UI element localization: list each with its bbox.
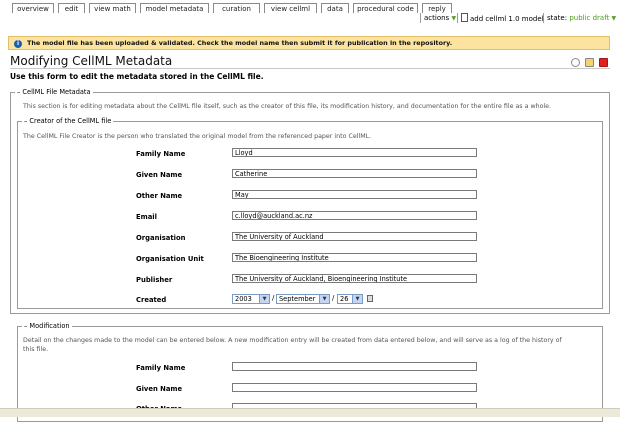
family-name-field[interactable]: [232, 148, 477, 157]
content-tabs: [0, 0, 620, 14]
file-metadata-legend: CellML File Metadata: [22, 88, 91, 96]
tab-data[interactable]: data: [321, 3, 349, 13]
state-menu[interactable]: [543, 13, 619, 23]
mod-given-name-label: Given Name: [136, 385, 183, 393]
cellml-file-metadata-fieldset: – CellML File Metadata: [10, 88, 610, 314]
given-name-field[interactable]: [232, 169, 477, 178]
actions-menu-label: actions: [424, 14, 450, 22]
portal-message: [8, 36, 610, 50]
chevron-down-icon: ▼: [319, 295, 329, 303]
calendar-icon[interactable]: [367, 295, 373, 302]
intro-text: Use this form to edit the metadata stored in the CellML file.: [10, 72, 264, 81]
tab-view-math[interactable]: view math: [89, 3, 136, 13]
organisation-unit-field[interactable]: [232, 253, 477, 262]
modification-legend: Modification: [29, 322, 70, 330]
edit-icon[interactable]: [585, 58, 594, 67]
creator-legend: Creator of the CellML file: [29, 117, 112, 125]
chevron-down-icon: ▼: [352, 295, 362, 303]
pdf-icon[interactable]: [599, 58, 608, 67]
email-field[interactable]: [232, 211, 477, 220]
document-actions: [568, 58, 608, 67]
page-title: Modifying CellML Metadata: [10, 54, 173, 68]
created-year-select[interactable]: [232, 294, 270, 304]
organisation-label: Organisation: [136, 234, 186, 242]
date-separator: /: [332, 294, 335, 302]
modification-description: Detail on the changes made to the model can be entered below. A new modification entry will be created from data entered below, and will serve as a log of the history of: [23, 337, 562, 344]
chevron-down-icon: ▼: [259, 295, 269, 303]
modification-fieldset: – Modification: [17, 322, 603, 422]
created-month-select[interactable]: [276, 294, 330, 304]
given-name-label: Given Name: [136, 171, 183, 179]
add-model-label: add cellml 1.0 model: [470, 15, 544, 23]
created-month-value: September: [279, 295, 316, 303]
tab-overview[interactable]: overview: [12, 3, 54, 14]
tab-edit[interactable]: edit: [58, 3, 85, 13]
state-label: state:: [547, 14, 568, 22]
publisher-label: Publisher: [136, 276, 173, 284]
family-name-label: Family Name: [136, 150, 186, 158]
creator-description: The CellML File Creator is the person who translated the original model from the referenced paper into CellML.: [23, 133, 372, 140]
tab-reply[interactable]: reply: [422, 3, 452, 13]
organisation-field[interactable]: [232, 232, 477, 241]
print-icon[interactable]: [571, 58, 580, 67]
publisher-field[interactable]: [232, 274, 477, 283]
created-label: Created: [136, 296, 167, 304]
other-name-label: Other Name: [136, 192, 183, 200]
email-label: Email: [136, 213, 157, 221]
created-day-select[interactable]: [337, 294, 363, 304]
state-value: public draft: [569, 14, 610, 22]
chevron-down-icon: ▼: [611, 15, 617, 22]
content-actions-bar: [0, 13, 620, 23]
add-cellml-model-button[interactable]: [457, 13, 547, 23]
file-metadata-description: This section is for editing metadata about the CellML file itself, such as the creator of this file, its modification history, and documentation for the entire file as a whole.: [23, 103, 552, 110]
created-year-value: 2003: [235, 295, 252, 303]
actions-menu[interactable]: [420, 13, 459, 23]
date-separator: /: [272, 294, 275, 302]
other-name-field[interactable]: [232, 190, 477, 199]
tab-curation[interactable]: curation: [213, 3, 260, 13]
mod-family-name-label: Family Name: [136, 364, 186, 372]
chevron-down-icon: ▼: [451, 15, 457, 22]
mod-family-name-field[interactable]: [232, 362, 477, 371]
tab-procedural-code[interactable]: procedural code: [353, 3, 418, 13]
portal-message-text: The model file has been uploaded & validated. Check the model name then submit it for publication in the repository.: [27, 39, 453, 47]
title-divider: [10, 68, 610, 69]
modification-description-cont: this file.: [23, 346, 49, 353]
info-icon: i: [14, 40, 22, 48]
document-icon: [461, 13, 468, 22]
created-day-value: 26: [340, 295, 349, 303]
mod-given-name-field[interactable]: [232, 383, 477, 392]
tab-model-metadata[interactable]: model metadata: [140, 3, 209, 13]
organisation-unit-label: Organisation Unit: [136, 255, 204, 263]
tab-view-cellml[interactable]: view cellml: [264, 3, 317, 13]
creator-fieldset: – Creator of the CellML file: [17, 117, 603, 309]
